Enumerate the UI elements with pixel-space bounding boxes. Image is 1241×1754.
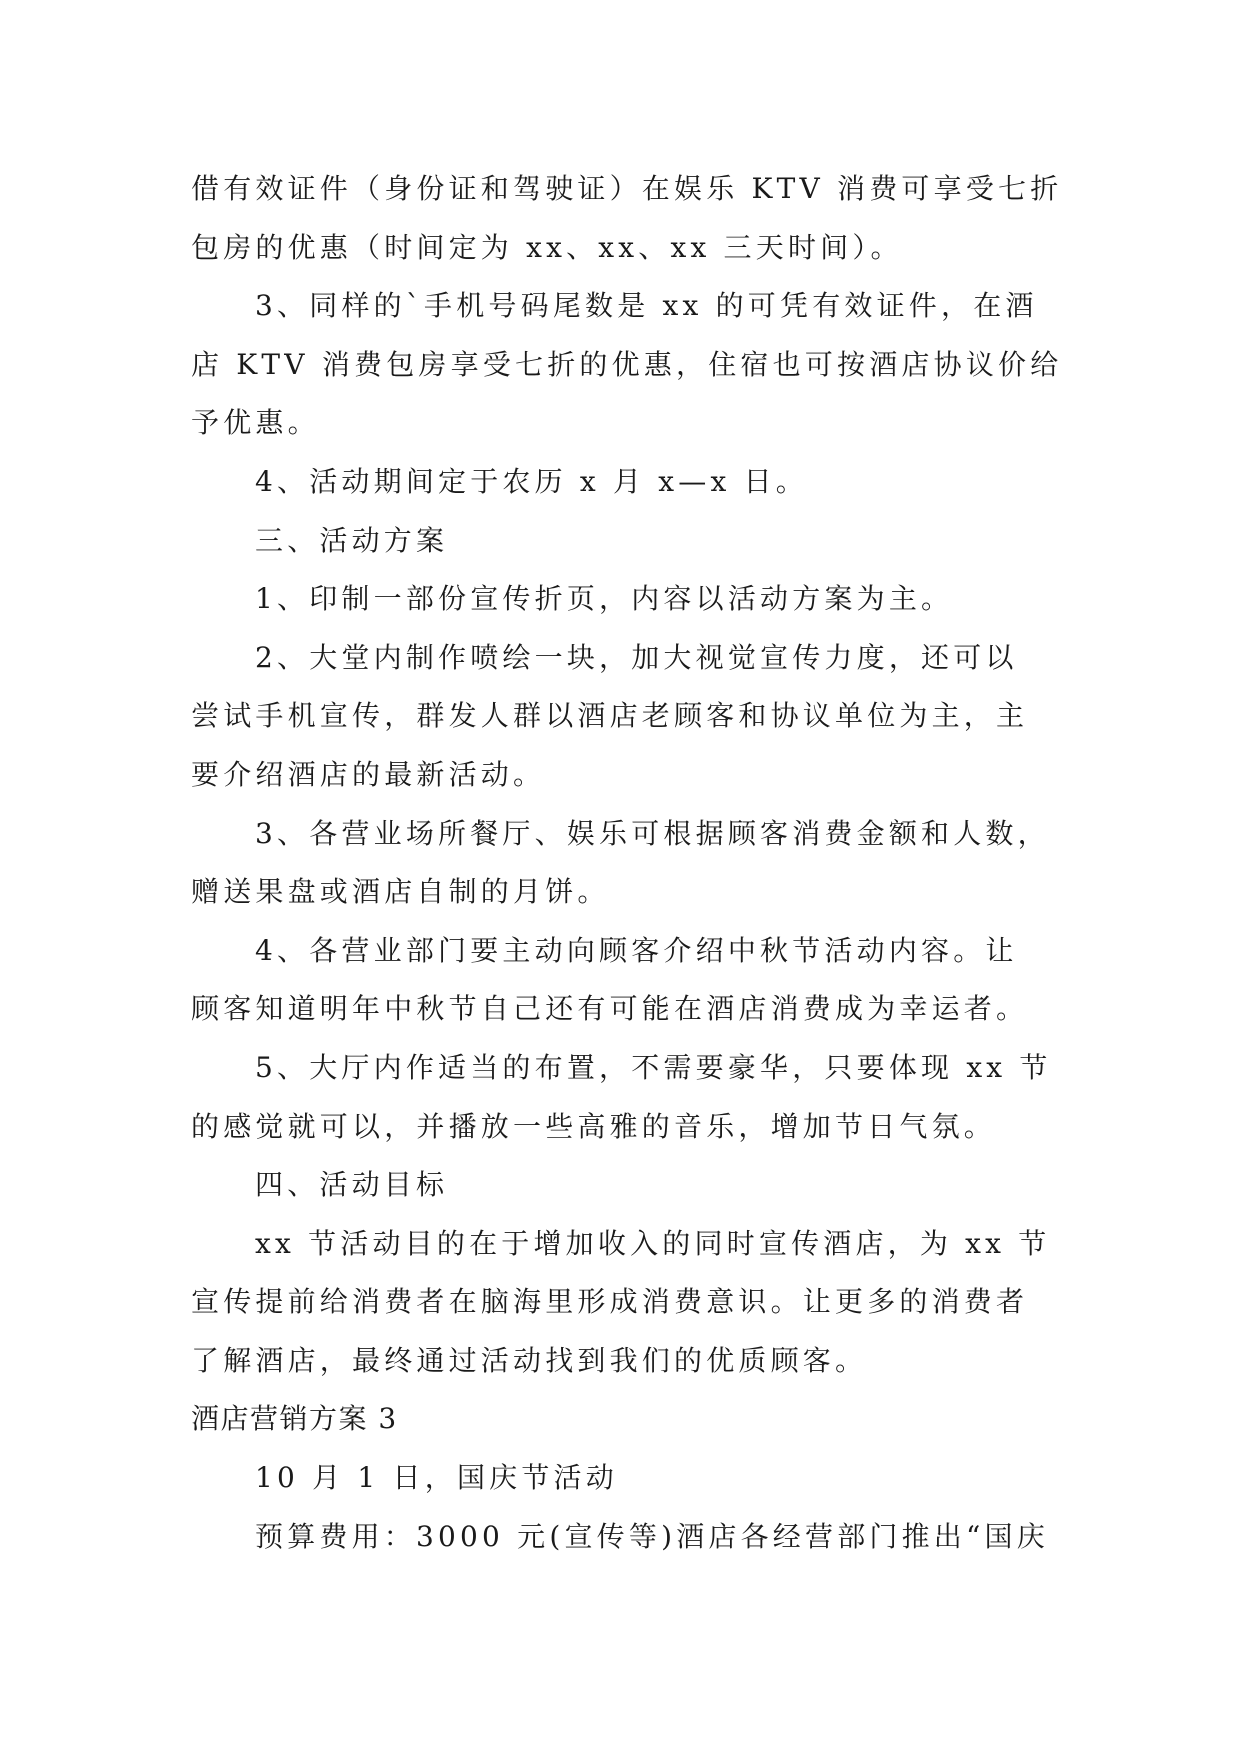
text-line: 3、同样的`手机号码尾数是 xx 的可凭有效证件，在酒 [255, 289, 1038, 323]
text-line: 3、各营业场所餐厅、娱乐可根据顾客消费金额和人数， [255, 816, 1050, 850]
text-line: 顾客知道明年中秋节自己还有可能在酒店消费成为幸运者。 [191, 992, 1029, 1026]
text-line: 包房的优惠（时间定为 xx、xx、xx 三天时间）。 [191, 230, 903, 264]
text-line: 借有效证件（身份证和驾驶证）在娱乐 KTV 消费可享受七折 [191, 172, 1063, 205]
text-line: 予优惠。 [191, 406, 320, 440]
text-line: xx 节活动目的在于增加收入的同时宣传酒店，为 xx 节 [255, 1226, 1051, 1260]
text-line: 宣传提前给消费者在脑海里形成消费意识。让更多的消费者 [191, 1285, 1029, 1319]
text-line: 了解酒店，最终通过活动找到我们的优质顾客。 [191, 1343, 868, 1377]
text-line: 4、各营业部门要主动向顾客介绍中秋节活动内容。让 [255, 933, 1018, 967]
document-body [191, 160, 1063, 1566]
text-line: 的感觉就可以，并播放一些高雅的音乐，增加节日气氛。 [191, 1109, 997, 1143]
text-line: 10 月 1 日，国庆节活动 [255, 1461, 618, 1495]
document-section-title: 酒店营销方案 3 [191, 1402, 398, 1436]
text-line: 赠送果盘或酒店自制的月饼。 [191, 875, 610, 909]
section-heading: 四、活动目标 [255, 1168, 449, 1202]
text-line: 5、大厅内作适当的布置，不需要豪华，只要体现 xx 节 [255, 1050, 1052, 1084]
text-line: 尝试手机宣传，群发人群以酒店老顾客和协议单位为主，主 [191, 699, 1029, 733]
text-line: 店 KTV 消费包房享受七折的优惠，住宿也可按酒店协议价给 [191, 347, 1063, 381]
text-line: 要介绍酒店的最新活动。 [191, 757, 546, 791]
text-line: 预算费用：3000 元(宣传等)酒店各经营部门推出“国庆 [255, 1519, 1049, 1553]
text-line: 4、活动期间定于农历 x 月 x—x 日。 [255, 464, 808, 498]
text-line: 2、大堂内制作喷绘一块，加大视觉宣传力度，还可以 [255, 640, 1018, 674]
section-heading: 三、活动方案 [255, 523, 449, 557]
text-line: 1、印制一部份宣传折页，内容以活动方案为主。 [255, 582, 954, 616]
